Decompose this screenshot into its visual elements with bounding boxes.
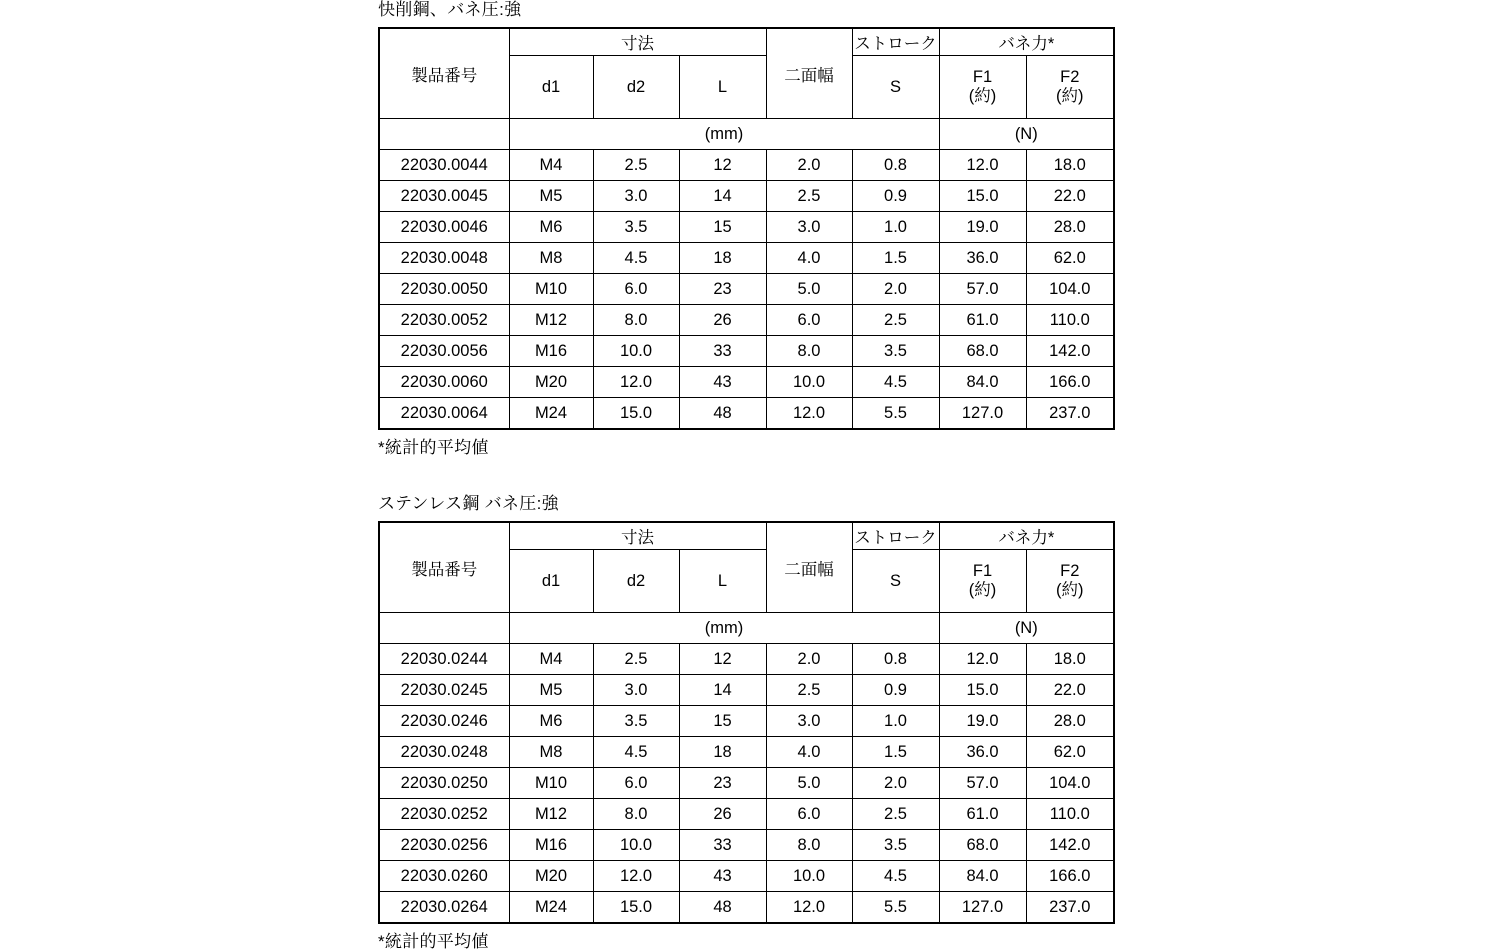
header-across-flats: 二面幅: [766, 522, 852, 613]
table-row: [379, 861, 1114, 892]
table-row: [379, 243, 1114, 274]
table-row: [379, 367, 1114, 398]
cell-l: 12: [679, 644, 766, 675]
table-footnote-1: *統計的平均値: [378, 438, 489, 457]
header-row-units: [379, 119, 1114, 150]
cell-d1: M10: [509, 768, 593, 799]
cell-across-flats: 2.0: [766, 150, 852, 181]
cell-f1: 61.0: [939, 305, 1026, 336]
cell-d1: M20: [509, 367, 593, 398]
cell-d1: M6: [509, 212, 593, 243]
cell-f1: 84.0: [939, 861, 1026, 892]
cell-d1: M16: [509, 830, 593, 861]
cell-f1: 57.0: [939, 274, 1026, 305]
header-l: L: [679, 550, 766, 613]
spec-block-2: [378, 494, 1113, 952]
cell-l: 48: [679, 892, 766, 924]
table-row: [379, 212, 1114, 243]
cell-s: 1.0: [852, 706, 939, 737]
table-caption-1: 快削鋼、バネ圧:強: [378, 0, 522, 19]
cell-part-no: 22030.0056: [379, 336, 509, 367]
cell-s: 0.9: [852, 675, 939, 706]
table-row: [379, 706, 1114, 737]
cell-s: 2.0: [852, 274, 939, 305]
table-row: [379, 799, 1114, 830]
cell-f2: 110.0: [1026, 799, 1114, 830]
cell-f1: 15.0: [939, 181, 1026, 212]
cell-part-no: 22030.0044: [379, 150, 509, 181]
block-spacer: [378, 458, 1500, 494]
cell-d1: M24: [509, 398, 593, 430]
cell-s: 5.5: [852, 892, 939, 924]
cell-f2: 28.0: [1026, 212, 1114, 243]
cell-s: 0.8: [852, 644, 939, 675]
cell-d2: 3.0: [593, 181, 679, 212]
table-row: [379, 644, 1114, 675]
cell-f1: 57.0: [939, 768, 1026, 799]
cell-f1: 36.0: [939, 243, 1026, 274]
cell-f2: 142.0: [1026, 830, 1114, 861]
cell-f2: 62.0: [1026, 737, 1114, 768]
header-stroke-symbol: S: [852, 550, 939, 613]
cell-l: 23: [679, 768, 766, 799]
cell-f1: 12.0: [939, 644, 1026, 675]
cell-f1: 84.0: [939, 367, 1026, 398]
cell-part-no: 22030.0260: [379, 861, 509, 892]
cell-l: 15: [679, 706, 766, 737]
cell-across-flats: 10.0: [766, 861, 852, 892]
spec-table-1: [378, 27, 1115, 430]
cell-d2: 8.0: [593, 305, 679, 336]
cell-d1: M12: [509, 305, 593, 336]
cell-part-no: 22030.0252: [379, 799, 509, 830]
cell-f1: 36.0: [939, 737, 1026, 768]
table-row: [379, 305, 1114, 336]
cell-d1: M12: [509, 799, 593, 830]
header-d1: d1: [509, 56, 593, 119]
header-d2: d2: [593, 550, 679, 613]
cell-s: 4.5: [852, 861, 939, 892]
spec-block-1: [378, 0, 1113, 458]
header-across-flats: 二面幅: [766, 28, 852, 119]
header-f2-label: F2: [1060, 68, 1080, 87]
cell-s: 2.0: [852, 768, 939, 799]
cell-across-flats: 12.0: [766, 398, 852, 430]
header-f1: [939, 550, 1026, 613]
cell-d2: 15.0: [593, 398, 679, 430]
cell-across-flats: 4.0: [766, 737, 852, 768]
cell-d1: M10: [509, 274, 593, 305]
cell-d1: M5: [509, 181, 593, 212]
header-f1-sublabel: (約): [968, 581, 997, 599]
cell-s: 1.5: [852, 243, 939, 274]
cell-d1: M8: [509, 737, 593, 768]
cell-d1: M5: [509, 675, 593, 706]
cell-d1: M8: [509, 243, 593, 274]
cell-d2: 2.5: [593, 644, 679, 675]
header-f1: [939, 56, 1026, 119]
cell-part-no: 22030.0046: [379, 212, 509, 243]
header-f1-label: F1: [972, 562, 993, 581]
cell-f2: 142.0: [1026, 336, 1114, 367]
table-row: [379, 892, 1114, 924]
cell-f2: 104.0: [1026, 768, 1114, 799]
header-dimensions-group: 寸法: [509, 522, 766, 550]
cell-s: 5.5: [852, 398, 939, 430]
cell-across-flats: 6.0: [766, 305, 852, 336]
cell-f2: 28.0: [1026, 706, 1114, 737]
cell-f1: 61.0: [939, 799, 1026, 830]
cell-part-no: 22030.0045: [379, 181, 509, 212]
cell-across-flats: 3.0: [766, 706, 852, 737]
cell-d2: 15.0: [593, 892, 679, 924]
table-body-2: [379, 644, 1114, 924]
cell-l: 18: [679, 737, 766, 768]
cell-s: 2.5: [852, 799, 939, 830]
cell-part-no: 22030.0064: [379, 398, 509, 430]
cell-f2: 104.0: [1026, 274, 1114, 305]
cell-part-no: 22030.0048: [379, 243, 509, 274]
header-spring-force-group: バネ力*: [939, 522, 1114, 550]
cell-l: 26: [679, 305, 766, 336]
header-f2-sublabel: (約): [1056, 581, 1084, 599]
cell-across-flats: 4.0: [766, 243, 852, 274]
unit-mm: (mm): [509, 613, 939, 644]
cell-f2: 18.0: [1026, 150, 1114, 181]
units-spacer: [379, 613, 509, 644]
table-row: [379, 274, 1114, 305]
cell-f1: 15.0: [939, 675, 1026, 706]
cell-l: 14: [679, 675, 766, 706]
cell-part-no: 22030.0256: [379, 830, 509, 861]
table-row: [379, 150, 1114, 181]
table-row: [379, 675, 1114, 706]
cell-l: 18: [679, 243, 766, 274]
header-stroke-group: ストローク: [852, 28, 939, 56]
table-footnote-2: *統計的平均値: [378, 932, 489, 951]
cell-f2: 166.0: [1026, 861, 1114, 892]
unit-n: (N): [939, 119, 1114, 150]
cell-across-flats: 8.0: [766, 336, 852, 367]
header-f1-sublabel: (約): [968, 87, 997, 105]
cell-d1: M4: [509, 644, 593, 675]
cell-f2: 18.0: [1026, 644, 1114, 675]
cell-across-flats: 2.0: [766, 644, 852, 675]
cell-s: 3.5: [852, 830, 939, 861]
cell-l: 33: [679, 336, 766, 367]
cell-f2: 22.0: [1026, 675, 1114, 706]
cell-d2: 2.5: [593, 150, 679, 181]
table-body-1: [379, 150, 1114, 430]
cell-d2: 8.0: [593, 799, 679, 830]
header-f2: [1026, 56, 1114, 119]
cell-across-flats: 10.0: [766, 367, 852, 398]
cell-d2: 4.5: [593, 243, 679, 274]
cell-d2: 10.0: [593, 830, 679, 861]
cell-s: 1.0: [852, 212, 939, 243]
header-d1: d1: [509, 550, 593, 613]
cell-part-no: 22030.0250: [379, 768, 509, 799]
cell-d2: 4.5: [593, 737, 679, 768]
cell-d1: M24: [509, 892, 593, 924]
cell-part-no: 22030.0246: [379, 706, 509, 737]
cell-f1: 127.0: [939, 398, 1026, 430]
table-row: [379, 737, 1114, 768]
cell-s: 0.9: [852, 181, 939, 212]
header-f2-label: F2: [1060, 562, 1080, 581]
header-row-units: [379, 613, 1114, 644]
cell-f1: 68.0: [939, 336, 1026, 367]
cell-l: 33: [679, 830, 766, 861]
cell-part-no: 22030.0245: [379, 675, 509, 706]
cell-s: 4.5: [852, 367, 939, 398]
cell-d1: M4: [509, 150, 593, 181]
cell-part-no: 22030.0050: [379, 274, 509, 305]
cell-l: 15: [679, 212, 766, 243]
table-row: [379, 181, 1114, 212]
cell-d2: 3.5: [593, 706, 679, 737]
header-dimensions-group: 寸法: [509, 28, 766, 56]
cell-s: 3.5: [852, 336, 939, 367]
cell-part-no: 22030.0264: [379, 892, 509, 924]
table-row: [379, 830, 1114, 861]
cell-d1: M20: [509, 861, 593, 892]
table-caption-2: ステンレス鋼 バネ圧:強: [378, 494, 559, 513]
cell-d2: 12.0: [593, 367, 679, 398]
cell-d2: 3.5: [593, 212, 679, 243]
cell-f2: 237.0: [1026, 892, 1114, 924]
unit-n: (N): [939, 613, 1114, 644]
cell-d2: 10.0: [593, 336, 679, 367]
table-row: [379, 768, 1114, 799]
cell-s: 1.5: [852, 737, 939, 768]
header-row-groups: [379, 522, 1114, 550]
header-part-no: 製品番号: [379, 522, 509, 613]
header-stroke-symbol: S: [852, 56, 939, 119]
cell-f2: 62.0: [1026, 243, 1114, 274]
header-part-no: 製品番号: [379, 28, 509, 119]
cell-across-flats: 5.0: [766, 274, 852, 305]
header-f2-sublabel: (約): [1056, 87, 1084, 105]
cell-across-flats: 3.0: [766, 212, 852, 243]
cell-l: 43: [679, 367, 766, 398]
cell-part-no: 22030.0248: [379, 737, 509, 768]
cell-l: 26: [679, 799, 766, 830]
units-spacer: [379, 119, 509, 150]
cell-f1: 19.0: [939, 706, 1026, 737]
cell-l: 43: [679, 861, 766, 892]
header-f1-label: F1: [972, 68, 993, 87]
cell-d2: 6.0: [593, 768, 679, 799]
cell-f2: 110.0: [1026, 305, 1114, 336]
unit-mm: (mm): [509, 119, 939, 150]
table-row: [379, 398, 1114, 430]
cell-across-flats: 2.5: [766, 181, 852, 212]
cell-across-flats: 6.0: [766, 799, 852, 830]
header-row-groups: [379, 28, 1114, 56]
cell-part-no: 22030.0244: [379, 644, 509, 675]
header-f2: [1026, 550, 1114, 613]
cell-s: 0.8: [852, 150, 939, 181]
header-d2: d2: [593, 56, 679, 119]
cell-d1: M6: [509, 706, 593, 737]
cell-l: 14: [679, 181, 766, 212]
cell-f1: 127.0: [939, 892, 1026, 924]
cell-d1: M16: [509, 336, 593, 367]
spec-table-2: [378, 521, 1115, 924]
cell-across-flats: 2.5: [766, 675, 852, 706]
cell-part-no: 22030.0052: [379, 305, 509, 336]
cell-part-no: 22030.0060: [379, 367, 509, 398]
cell-f2: 237.0: [1026, 398, 1114, 430]
cell-f2: 22.0: [1026, 181, 1114, 212]
cell-f1: 68.0: [939, 830, 1026, 861]
header-spring-force-group: バネ力*: [939, 28, 1114, 56]
cell-d2: 12.0: [593, 861, 679, 892]
cell-f1: 19.0: [939, 212, 1026, 243]
header-stroke-group: ストローク: [852, 522, 939, 550]
cell-l: 23: [679, 274, 766, 305]
cell-l: 12: [679, 150, 766, 181]
cell-d2: 6.0: [593, 274, 679, 305]
cell-across-flats: 8.0: [766, 830, 852, 861]
cell-l: 48: [679, 398, 766, 430]
cell-across-flats: 5.0: [766, 768, 852, 799]
header-l: L: [679, 56, 766, 119]
cell-f2: 166.0: [1026, 367, 1114, 398]
cell-d2: 3.0: [593, 675, 679, 706]
cell-s: 2.5: [852, 305, 939, 336]
table-row: [379, 336, 1114, 367]
cell-across-flats: 12.0: [766, 892, 852, 924]
cell-f1: 12.0: [939, 150, 1026, 181]
